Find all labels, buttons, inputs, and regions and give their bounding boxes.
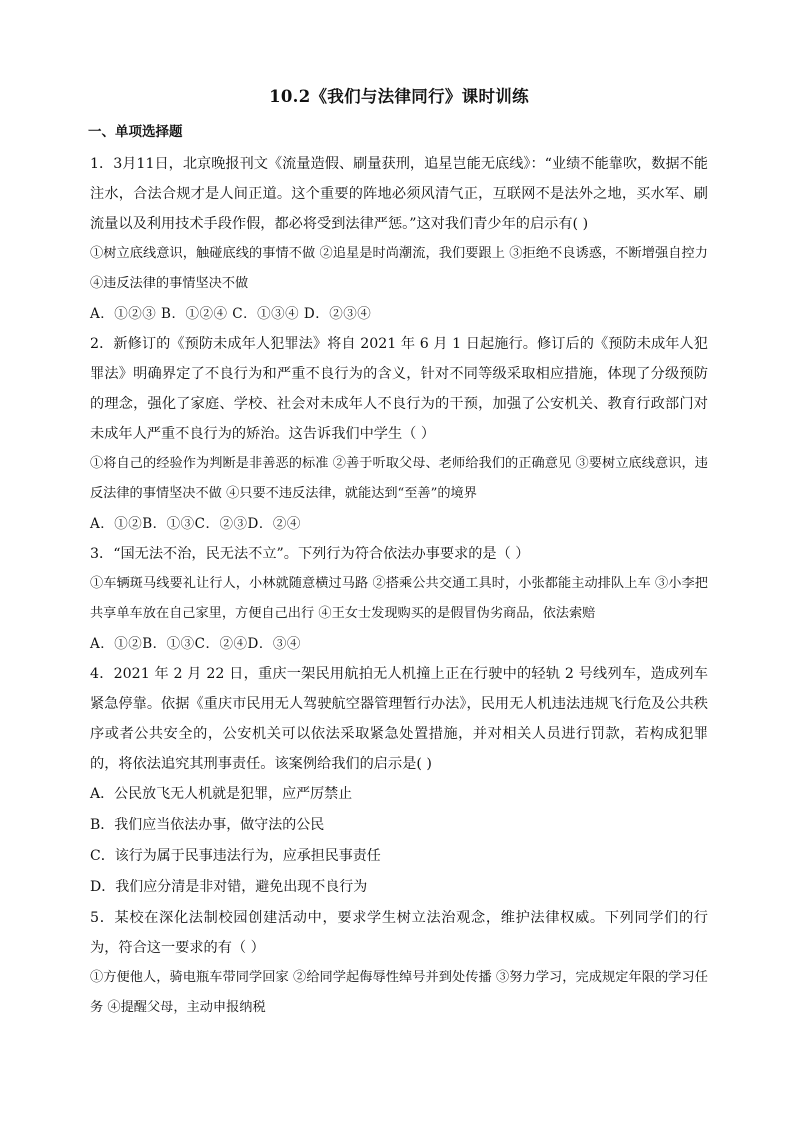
question-stem: 3．“国无法不治，民无法不立”。下列行为符合依法办事要求的是（ ） [90,546,530,562]
question-stem: 1．3月11日，北京晚报刊文《流量造假、刷量获刑，追星岂能无底线》：“业绩不能靠吹，数据不能注水，合法合规才是人间正道。这个重要的阵地必须风清气正，互联网不是法外之地，买水军、刷流量以及利用技术手段作假，都必将受到法律严惩。”这对我们青少年的启示有( ) [90,156,708,232]
question-statements: ①方便他人，骑电瓶车带同学回家 ②给同学起侮辱性绰号并到处传播 ③努力学习，完成规定年限的学习任务 ④提醒父母，主动申报纳税 [90,970,708,1015]
question-statements: ①车辆斑马线要礼让行人，小林就随意横过马路 ②搭乘公共交通工具时，小张都能主动排队上车 ③小李把共享单车放在自己家里，方便自己出行 ④王女士发现购买的是假冒伪劣商品，依法索赔 [90,576,708,621]
answer-choices: A．①②B．①③C．②④D．③④ [90,636,301,652]
section-heading: 一、单项选择题 [88,124,183,140]
answer-choice-a: A．公民放飞无人机就是犯罪，应严厉禁止 [90,786,353,802]
answer-choice-b: B．我们应当依法办事，做守法的公民 [90,817,325,833]
question-statements: ①树立底线意识，触碰底线的事情不做 ②追星是时尚潮流，我们要跟上 ③拒绝不良诱惑，不断增强自控力 ④违反法律的事情坚决不做 [90,246,708,291]
question-2 [90,329,708,539]
answer-choice-c: C．该行为属于民事违法行为，应承担民事责任 [90,848,381,864]
question-statements: ①将自己的经验作为判断是非善恶的标准 ②善于听取父母、老师给我们的正确意见 ③要树立底线意识，违反法律的事情坚决不做 ④只要不违反法律，就能达到“至善”的境界 [90,456,708,501]
answer-choices: A．①②③ B．①②④ C．①③④ D．②③④ [90,306,372,322]
question-3 [90,539,708,659]
question-4 [90,659,708,903]
question-stem: 4．2021 年 2 月 22 日，重庆一架民用航拍无人机撞上正在行驶中的轻轨 2 号线列车，造成列车紧急停靠。依据《重庆市民用无人驾驶航空器管理暂行办法》，民用无人机违法违规飞行危及公共秩序或者公共安全的，公安机关可以依法采取紧急处置措施，并对相关人员进行罚款，若构成犯罪的，将依法追究其刑事责任。该案例给我们的启示是( ) [90,666,708,772]
answer-choice-d: D．我们应分清是非对错，避免出现不良行为 [90,879,368,895]
question-1 [90,149,708,329]
answer-choices: A．①②B．①③C．②③D．②④ [90,516,301,532]
document-title: 10.2《我们与法律同行》课时训练 [269,87,529,106]
question-stem: 2．新修订的《预防未成年人犯罪法》将自 2021 年 6 月 1 日起施行。修订后的《预防未成年人犯罪法》明确界定了不良行为和严重不良行为的含义，针对不同等级采取相应措施，体现了分级预防的理念，强化了家庭、学校、社会对未成年人不良行为的干预，加强了公安机关、教育行政部门对未成年人严重不良行为的矫治。这告诉我们中学生（ ） [90,336,708,442]
question-stem: 5．某校在深化法制校园创建活动中，要求学生树立法治观念，维护法律权威。下列同学们的行为，符合这一要求的有（ ） [90,910,708,956]
question-5 [90,903,708,1023]
